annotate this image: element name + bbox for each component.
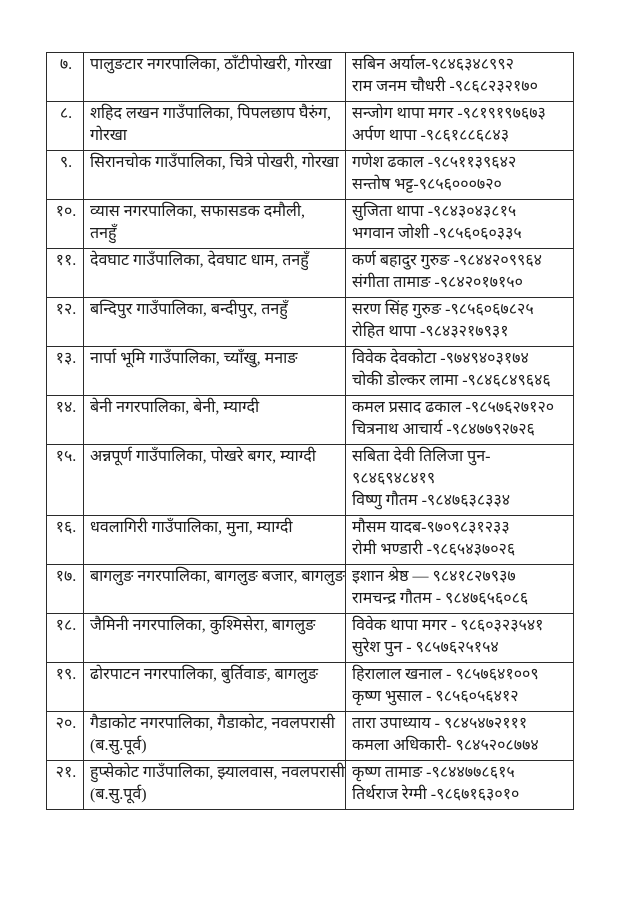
- serial-number-cell: १४.: [47, 396, 84, 445]
- municipality-cell: [84, 102, 346, 151]
- municipality-line: व्यास नगरपालिका, सफासडक दमौली,: [90, 203, 305, 220]
- serial-number-cell: १९.: [47, 663, 84, 712]
- contact-line: चित्रनाथ आचार्य -९८४७७९२७२६: [352, 421, 535, 438]
- contact-line: कर्ण बहादुर गुरुङ -९८४४२०९९६४: [352, 252, 542, 269]
- table-row: [47, 445, 574, 516]
- contacts-cell: [346, 761, 574, 810]
- contact-line: रोहित थापा -९८४३२१७९३१: [352, 323, 509, 340]
- contacts-cell: [346, 249, 574, 298]
- contacts-cell: [346, 200, 574, 249]
- serial-number-cell: १६.: [47, 516, 84, 565]
- municipality-line: धवलागिरी गाउँपालिका, मुना, म्याग्दी: [90, 519, 293, 536]
- contact-line: सबिन अर्याल-९८४६३४८९९२: [352, 56, 515, 73]
- table-row: [47, 102, 574, 151]
- municipality-cell: [84, 712, 346, 761]
- contact-line: मौसम यादब-९७०९८३१२३३: [352, 519, 510, 536]
- municipality-line: देवघाट गाउँपालिका, देवघाट धाम, तनहुँ: [90, 252, 309, 269]
- municipality-line: गैडाकोट नगरपालिका, गैडाकोट, नवलपरासी: [90, 715, 335, 732]
- municipality-cell: [84, 761, 346, 810]
- table-row: [47, 712, 574, 761]
- contact-line: विष्णु गौतम -९८४७६३८३३४: [352, 492, 511, 509]
- contacts-cell: [346, 347, 574, 396]
- contacts-cell: [346, 565, 574, 614]
- municipality-line: पालुङटार नगरपालिका, ठाँटीपोखरी, गोरखा: [90, 56, 332, 73]
- serial-number-cell: ११.: [47, 249, 84, 298]
- municipality-contact-table: [46, 52, 574, 810]
- contact-line: तारा उपाध्याय - ९८४५४७२१११: [352, 715, 528, 732]
- serial-number-cell: १३.: [47, 347, 84, 396]
- municipality-cell: [84, 53, 346, 102]
- serial-number-cell: ७.: [47, 53, 84, 102]
- contacts-cell: [346, 298, 574, 347]
- contact-line: तिर्थराज रेग्मी -९८६७१६३०१०: [352, 786, 520, 803]
- contacts-cell: [346, 712, 574, 761]
- table-row: [47, 663, 574, 712]
- contacts-cell: [346, 151, 574, 200]
- contact-line: इशान श्रेष्ठ — ९८४१८२७९३७: [352, 568, 516, 585]
- contact-line: सबिता देवी तिलिजा पुन-: [352, 448, 491, 465]
- table-row: [47, 396, 574, 445]
- contact-line: भगवान जोशी -९८५६०६०३३५: [352, 225, 522, 242]
- contact-line: गणेश ढकाल -९८५११३९६४२: [352, 154, 517, 171]
- municipality-line: (ब.सु.पूर्व): [90, 737, 147, 754]
- municipality-cell: [84, 396, 346, 445]
- municipality-cell: [84, 614, 346, 663]
- contact-line: रोमी भण्डारी -९८६५४३७०२६: [352, 541, 516, 558]
- table-row: [47, 249, 574, 298]
- municipality-cell: [84, 200, 346, 249]
- municipality-cell: [84, 298, 346, 347]
- table-row: [47, 200, 574, 249]
- municipality-line: अन्नपूर्ण गाउँपालिका, पोखरे बगर, म्याग्दी: [90, 448, 316, 465]
- municipality-cell: [84, 249, 346, 298]
- table-row: [47, 347, 574, 396]
- contact-line: राम जनम चौधरी -९८६८२३२१७०: [352, 78, 538, 95]
- serial-number-cell: १५.: [47, 445, 84, 516]
- municipality-cell: [84, 516, 346, 565]
- serial-number-cell: १७.: [47, 565, 84, 614]
- contacts-cell: [346, 614, 574, 663]
- table-row: [47, 53, 574, 102]
- contacts-cell: [346, 445, 574, 516]
- municipality-line: गोरखा: [90, 127, 127, 144]
- serial-number-cell: १८.: [47, 614, 84, 663]
- municipality-line: बेनी नगरपालिका, बेनी, म्याग्दी: [90, 399, 260, 416]
- contact-line: संगीता तामाङ -९८४२०१७१५०: [352, 274, 523, 291]
- serial-number-cell: १०.: [47, 200, 84, 249]
- contact-line: विवेक देवकोटा -९७४९४०३१७४: [352, 350, 529, 367]
- municipality-line: शहिद लखन गाउँपालिका, पिपलछाप घैरुंग,: [90, 105, 332, 122]
- municipality-cell: [84, 565, 346, 614]
- serial-number-cell: ८.: [47, 102, 84, 151]
- municipality-line: बन्दिपुर गाउँपालिका, बन्दीपुर, तनहुँ: [90, 301, 288, 318]
- contact-line: सन्जोग थापा मगर -९८१९१९७६७३: [352, 105, 546, 122]
- municipality-cell: [84, 663, 346, 712]
- table-row: [47, 761, 574, 810]
- contact-line: कमल प्रसाद ढकाल -९८५७६२७१२०: [352, 399, 555, 416]
- contact-line: ९८४६९४८४१९: [352, 470, 436, 487]
- contact-line: अर्पण थापा -९८६१८८६८४३: [352, 127, 510, 144]
- municipality-line: सिरानचोक गाउँपालिका, चित्रे पोखरी, गोरखा: [90, 154, 339, 171]
- municipality-line: ढोरपाटन नगरपालिका, बुर्तिवाङ, बागलुङ: [90, 666, 318, 683]
- contact-line: हिरालाल खनाल - ९८५७६४१००९: [352, 666, 539, 683]
- contact-line: विवेक थापा मगर - ९८६०३२३५४१: [352, 617, 544, 634]
- contacts-cell: [346, 516, 574, 565]
- municipality-line: (ब.सु.पूर्व): [90, 786, 147, 803]
- contacts-cell: [346, 102, 574, 151]
- contact-line: सुजिता थापा -९८४३०४३८१५: [352, 203, 517, 220]
- contact-line: कमला अधिकारी- ९८४५२०८७७४: [352, 737, 539, 754]
- table-row: [47, 151, 574, 200]
- contacts-cell: [346, 663, 574, 712]
- municipality-line: हुप्सेकोट गाउँपालिका, झ्यालवास, नवलपरासी: [90, 764, 345, 781]
- table-row: [47, 565, 574, 614]
- municipality-line: जैमिनी नगरपालिका, कुश्मिसेरा, बागलुङ: [90, 617, 316, 634]
- contact-line: सन्तोष भट्ट-९८५६०००७२०: [352, 176, 502, 193]
- municipality-cell: [84, 445, 346, 516]
- serial-number-cell: १२.: [47, 298, 84, 347]
- municipality-line: बागलुङ नगरपालिका, बागलुङ बजार, बागलुङ: [90, 568, 345, 585]
- municipality-line: तनहुँ: [90, 225, 117, 242]
- contact-line: सरण सिंह गुरुङ -९८५६०६७८२५: [352, 301, 534, 318]
- municipality-line: नार्पा भूमि गाउँपालिका, च्याँखु, मनाङ: [90, 350, 298, 367]
- contact-line: रामचन्द्र गौतम - ९८४७६५६०८६: [352, 590, 529, 607]
- contacts-cell: [346, 53, 574, 102]
- serial-number-cell: २०.: [47, 712, 84, 761]
- contacts-cell: [346, 396, 574, 445]
- municipality-cell: [84, 347, 346, 396]
- table-row: [47, 516, 574, 565]
- serial-number-cell: ९.: [47, 151, 84, 200]
- contact-line: कृष्ण भुसाल - ९८५६०५६४१२: [352, 688, 519, 705]
- contact-line: चोकी डोल्कर लामा -९८४६८४९६४६: [352, 372, 551, 389]
- contact-table-body: [47, 53, 574, 810]
- contact-line: सुरेश पुन - ९८५७६२५१५४: [352, 639, 499, 656]
- serial-number-cell: २१.: [47, 761, 84, 810]
- contact-line: कृष्ण तामाङ -९८४४७७८६१५: [352, 764, 515, 781]
- table-row: [47, 298, 574, 347]
- table-row: [47, 614, 574, 663]
- municipality-cell: [84, 151, 346, 200]
